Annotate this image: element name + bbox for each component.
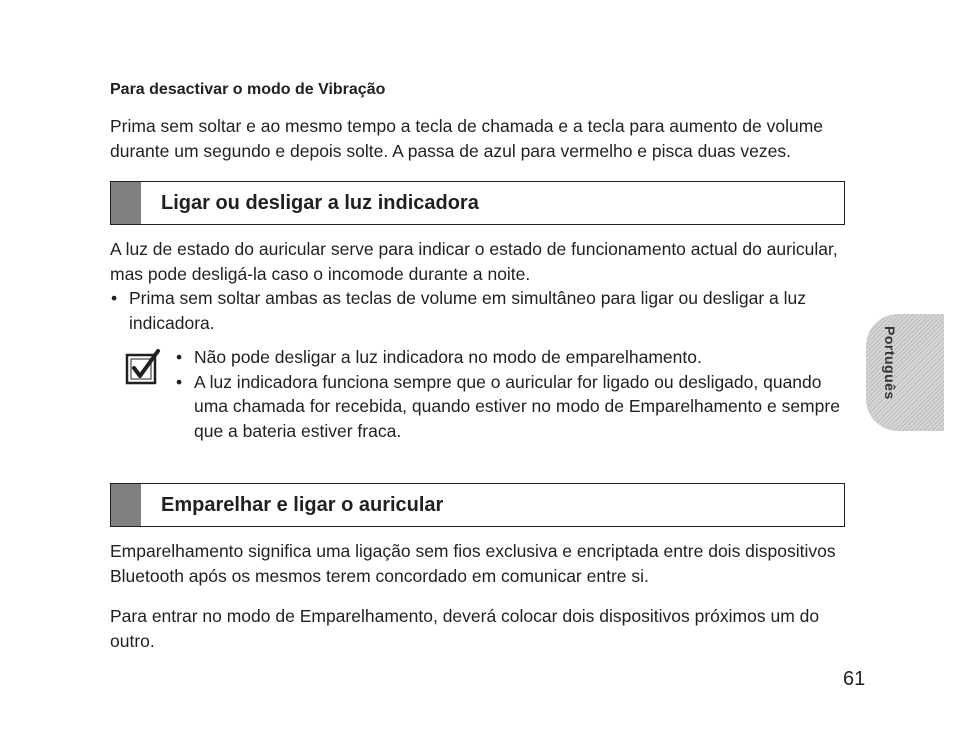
page-number: 61 bbox=[843, 668, 866, 690]
language-tab-label: Português bbox=[882, 326, 898, 400]
deactivate-vibration-heading: Para desactivar o modo de Vibração bbox=[110, 81, 386, 98]
section-header-bar bbox=[111, 182, 141, 224]
section-header-bar bbox=[111, 484, 141, 526]
bullet-marker: • bbox=[176, 371, 183, 392]
section-header-pairing bbox=[110, 483, 845, 527]
note-list bbox=[175, 345, 845, 443]
indicator-light-steps bbox=[110, 286, 845, 335]
pairing-paragraph-1: Emparelhamento significa uma ligação sem fios exclusiva e encriptada entre dois dispositivos Bluetooth após os mesmos terem concordado em comunicar entre si. bbox=[110, 541, 836, 586]
section-title-indicator-light: Ligar ou desligar a luz indicadora bbox=[161, 192, 479, 214]
list-item bbox=[175, 345, 845, 370]
page-content bbox=[110, 78, 845, 653]
bullet-marker: • bbox=[176, 347, 183, 367]
section-title-pairing: Emparelhar e ligar o auricular bbox=[161, 494, 444, 516]
list-item bbox=[175, 370, 845, 444]
list-item-text: Prima sem soltar ambas as teclas de volume em simultâneo para ligar ou desligar a luz indicadora. bbox=[129, 288, 806, 333]
list-item-text: Não pode desligar a luz indicadora no modo de emparelhamento. bbox=[194, 347, 702, 367]
language-tab bbox=[866, 314, 944, 431]
bullet-marker: • bbox=[111, 288, 118, 308]
section-header-indicator-light bbox=[110, 181, 845, 225]
list-item bbox=[110, 286, 845, 335]
list-item-text: A luz indicadora funciona sempre que o auricular for ligado ou desligado, quando uma chamada for recebida, quando estiver no modo de Emparelhamento e sempre que a bateria estiver fraca. bbox=[194, 371, 840, 441]
checkbox-check-icon bbox=[125, 349, 161, 385]
indicator-light-intro: A luz de estado do auricular serve para indicar o estado de funcionamento actual do auricular, mas pode desligá-la caso o incomode durante a noite. bbox=[110, 239, 838, 284]
pairing-paragraph-2: Para entrar no modo de Emparelhamento, deverá colocar dois dispositivos próximos um do outro. bbox=[110, 606, 820, 651]
note-block bbox=[110, 345, 845, 443]
deactivate-vibration-text: Prima sem soltar e ao mesmo tempo a tecla de chamada e a tecla para aumento de volume durante um segundo e depois solte. A passa de azul para vermelho e pisca duas vezes. bbox=[110, 116, 824, 161]
